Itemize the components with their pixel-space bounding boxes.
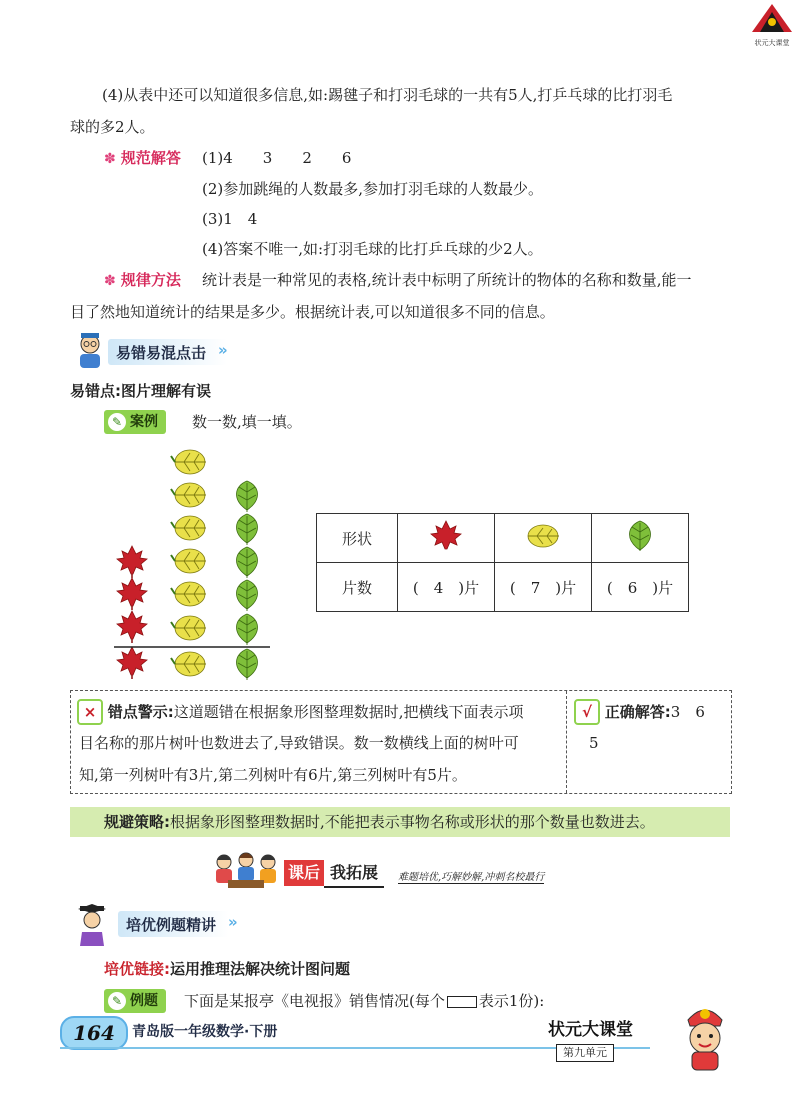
section-title: 培优例题精讲: [126, 916, 217, 934]
count-cell: ( 6 )片: [592, 563, 689, 612]
link-label: 培优链接:: [104, 960, 170, 978]
error-point: [70, 380, 211, 402]
link-text: 运用推理法解决统计图问题: [170, 960, 351, 978]
warning-line1: 这道题错在根据象形图整理数据时,把横线下面表示项: [173, 703, 524, 721]
brand-logo-text: 状元大课堂: [754, 39, 790, 47]
example-tag: [104, 989, 166, 1013]
box-divider: [566, 691, 567, 793]
answer-line4: (4)答案不唯一,如:打羽毛球的比打乒乓球的少2人。: [202, 240, 543, 258]
answer-label-wrap: [104, 147, 181, 169]
correct-heading: [574, 699, 705, 725]
page-number: 164: [73, 1021, 115, 1045]
pencil-icon: ✎: [108, 992, 126, 1010]
table-row: [317, 514, 689, 563]
mascot-icon: [670, 1000, 740, 1074]
example-tag-label: 例题: [130, 993, 158, 1009]
after-class-title-b: 我拓展: [324, 860, 384, 888]
double-chevron-icon: »: [218, 341, 228, 359]
pencil-icon: ✎: [108, 413, 126, 431]
case-tag: [104, 410, 166, 434]
method-line1: 统计表是一种常见的表格,统计表中标明了所统计的物体的名称和数量,能一: [202, 271, 692, 289]
table-row: [317, 563, 689, 612]
after-class-slogan: 难题培优,巧解妙解,冲刺名校最行: [398, 868, 544, 884]
section-header-bar: [118, 911, 248, 937]
unit-box-icon: [447, 996, 477, 1008]
answer-line3: (3)1 4: [202, 210, 258, 228]
warning-label: 错点警示:: [107, 703, 174, 721]
page-number-badge: [60, 1016, 128, 1050]
correct-label: 正确解答:: [604, 703, 671, 721]
maple-leaf-icon: [398, 514, 495, 563]
section-header-bar: [108, 339, 248, 365]
warning-heading: [77, 699, 524, 725]
count-cell: ( 4 )片: [398, 563, 495, 612]
check-icon: √: [574, 699, 600, 725]
strategy-content: [104, 811, 655, 833]
after-class-banner: [284, 860, 384, 886]
book-title: 青岛版一年级数学·下册: [132, 1024, 278, 1040]
stat-table: [316, 513, 689, 612]
yellow-leaf-column: [171, 450, 206, 676]
green-leaf-column: [236, 481, 257, 680]
strategy-bar: [70, 807, 730, 837]
method-line2: 目了然地知道统计的结果是多少。根据统计表,可以知道很多不同的信息。: [70, 303, 555, 321]
case-text: 数一数,填一填。: [192, 413, 302, 431]
para4-line2: 球的多2人。: [70, 118, 155, 136]
maple-column: [117, 546, 147, 679]
cross-icon: ×: [77, 699, 103, 725]
answer-label: 规范解答: [120, 149, 181, 167]
method-label: 规律方法: [120, 271, 181, 289]
footer-brand: 状元大课堂: [548, 1020, 633, 1040]
error-point-text: 图片理解有误: [121, 382, 212, 400]
warning-line2: 目名称的那片树叶也数进去了,导致错误。数一数横线上面的树叶可: [79, 734, 519, 752]
leaf-pictograph: [110, 440, 280, 685]
green-leaf-icon: [592, 514, 689, 563]
strategy-label: 规避策略:: [104, 813, 170, 831]
unit-label: 第九单元: [556, 1044, 614, 1062]
example-text: [184, 990, 544, 1012]
flower-icon: ✽: [104, 273, 116, 289]
yellow-leaf-icon: [495, 514, 592, 563]
mountain-logo-icon: [748, 2, 796, 34]
row-header-count: 片数: [317, 563, 398, 612]
brand-logo: [748, 2, 796, 46]
row-header-shape: 形状: [317, 514, 398, 563]
link-line: [104, 958, 350, 980]
correct-line1: 3 6: [670, 703, 705, 721]
example-text-after: 表示1份):: [478, 992, 545, 1010]
students-illustration-icon: [210, 850, 282, 890]
correct-line2: 5: [589, 734, 599, 752]
strategy-text: 根据象形图整理数据时,不能把表示事物名称或形状的那个数量也数进去。: [170, 813, 655, 831]
warning-line3: 知,第一列树叶有3片,第二列树叶有6片,第三列树叶有5片。: [79, 766, 467, 784]
cartoon-teacher-icon: [70, 330, 110, 370]
after-class-title-a: 课后: [284, 860, 324, 886]
flower-icon: ✽: [104, 151, 116, 167]
count-cell: ( 7 )片: [495, 563, 592, 612]
example-text-before: 下面是某报亭《电视报》销售情况(每个: [184, 992, 445, 1010]
warning-box: [70, 690, 732, 794]
answer-line1: (1)4 3 2 6: [202, 149, 352, 167]
answer-line2: (2)参加跳绳的人数最多,参加打羽毛球的人数最少。: [202, 180, 544, 198]
para4-line1: (4)从表中还可以知道很多信息,如:踢毽子和打羽毛球的一共有5人,打乒乓球的比打羽毛: [102, 86, 673, 104]
case-tag-label: 案例: [130, 414, 158, 430]
section-title: 易错易混点击: [116, 344, 207, 362]
method-label-wrap: [104, 269, 181, 291]
error-point-label: 易错点:: [70, 382, 121, 400]
cartoon-student-icon: [74, 904, 110, 948]
double-chevron-icon: »: [228, 913, 238, 931]
